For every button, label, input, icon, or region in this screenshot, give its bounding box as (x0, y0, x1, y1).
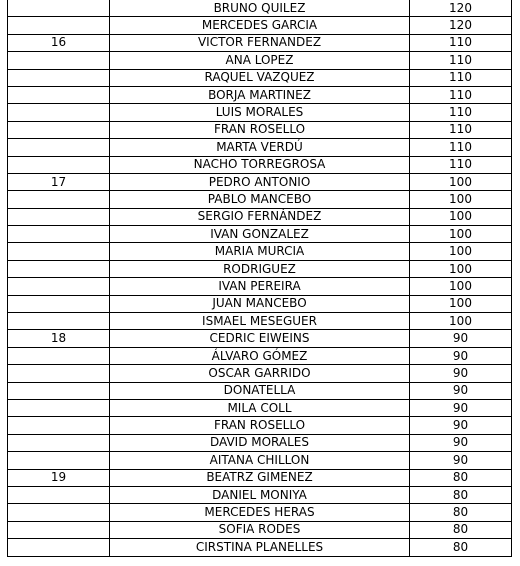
player-name-cell: FRAN ROSELLO (110, 121, 410, 138)
player-name-cell: ISMAEL MESEGUER (110, 313, 410, 330)
player-name-cell: RODRIGUEZ (110, 260, 410, 277)
table-row (8, 243, 512, 260)
rank-cell (8, 208, 110, 225)
player-name-cell: VICTOR FERNANDEZ (110, 34, 410, 51)
table-row (8, 313, 512, 330)
points-cell: 100 (410, 278, 512, 295)
table-row (8, 417, 512, 434)
player-name-cell: MILA COLL (110, 399, 410, 416)
points-cell: 90 (410, 330, 512, 347)
table-row (8, 486, 512, 503)
rank-cell (8, 69, 110, 86)
player-name-cell: IVAN PEREIRA (110, 278, 410, 295)
player-name-cell: NACHO TORREGROSA (110, 156, 410, 173)
rank-cell (8, 121, 110, 138)
points-cell: 100 (410, 208, 512, 225)
player-name-cell: MERCEDES HERAS (110, 504, 410, 521)
rank-cell (8, 486, 110, 503)
table-row (8, 69, 512, 86)
points-cell: 120 (410, 17, 512, 34)
rank-cell (8, 399, 110, 416)
rank-cell (8, 260, 110, 277)
table-row (8, 52, 512, 69)
player-name-cell: BORJA MARTINEZ (110, 86, 410, 103)
player-name-cell: MARIA MURCIA (110, 243, 410, 260)
player-name-cell: ÁLVARO GÓMEZ (110, 347, 410, 364)
rank-cell (8, 17, 110, 34)
player-name-cell: CIRSTINA PLANELLES (110, 539, 410, 556)
points-cell: 110 (410, 121, 512, 138)
rank-cell (8, 365, 110, 382)
points-cell: 80 (410, 504, 512, 521)
table-row (8, 34, 512, 51)
points-cell: 80 (410, 469, 512, 486)
player-name-cell: DANIEL MONIYA (110, 486, 410, 503)
rank-cell (8, 313, 110, 330)
points-cell: 100 (410, 295, 512, 312)
points-cell: 110 (410, 69, 512, 86)
table-row (8, 139, 512, 156)
points-cell: 110 (410, 34, 512, 51)
points-cell: 110 (410, 104, 512, 121)
player-name-cell: ANA LOPEZ (110, 52, 410, 69)
player-name-cell: LUIS MORALES (110, 104, 410, 121)
player-name-cell: MERCEDES GARCIA (110, 17, 410, 34)
points-cell: 90 (410, 452, 512, 469)
table-row (8, 452, 512, 469)
player-name-cell: DONATELLA (110, 382, 410, 399)
rank-cell (8, 521, 110, 538)
table-row (8, 382, 512, 399)
rank-cell (8, 191, 110, 208)
points-cell: 110 (410, 156, 512, 173)
table-row (8, 17, 512, 34)
rank-cell (8, 434, 110, 451)
player-name-cell: BEATRZ GIMENEZ (110, 469, 410, 486)
rank-cell (8, 417, 110, 434)
points-cell: 90 (410, 399, 512, 416)
table-row (8, 173, 512, 190)
points-cell: 90 (410, 347, 512, 364)
table-row (8, 226, 512, 243)
rank-cell (8, 539, 110, 556)
player-name-cell: RAQUEL VAZQUEZ (110, 69, 410, 86)
table-row (8, 208, 512, 225)
table-row (8, 330, 512, 347)
table-row (8, 504, 512, 521)
player-name-cell: JUAN MANCEBO (110, 295, 410, 312)
table-row (8, 434, 512, 451)
points-cell: 100 (410, 226, 512, 243)
rank-cell (8, 86, 110, 103)
table-row (8, 191, 512, 208)
points-cell: 90 (410, 382, 512, 399)
table-row (8, 86, 512, 103)
player-name-cell: AITANA CHILLON (110, 452, 410, 469)
points-cell: 110 (410, 86, 512, 103)
table-row (8, 347, 512, 364)
rank-cell: 16 (8, 34, 110, 51)
points-cell: 100 (410, 243, 512, 260)
player-name-cell: DAVID MORALES (110, 434, 410, 451)
rank-cell (8, 52, 110, 69)
table-row (8, 399, 512, 416)
points-cell: 100 (410, 173, 512, 190)
rank-cell: 19 (8, 469, 110, 486)
points-cell: 90 (410, 434, 512, 451)
table-row (8, 365, 512, 382)
player-name-cell: PEDRO ANTONIO (110, 173, 410, 190)
rank-cell (8, 226, 110, 243)
ranking-table-body (8, 0, 512, 556)
table-row (8, 539, 512, 556)
table-row (8, 104, 512, 121)
rank-cell (8, 504, 110, 521)
player-name-cell: SERGIO FERNÁNDEZ (110, 208, 410, 225)
points-cell: 100 (410, 260, 512, 277)
rank-cell (8, 139, 110, 156)
player-name-cell: MARTA VERDÚ (110, 139, 410, 156)
player-name-cell: BRUNO QUILEZ (110, 0, 410, 17)
player-name-cell: IVAN GONZALEZ (110, 226, 410, 243)
rank-cell (8, 104, 110, 121)
player-name-cell: CEDRIC EIWEINS (110, 330, 410, 347)
table-row (8, 260, 512, 277)
table-row (8, 521, 512, 538)
rank-cell (8, 278, 110, 295)
points-cell: 110 (410, 139, 512, 156)
player-name-cell: SOFIA RODES (110, 521, 410, 538)
rank-cell (8, 347, 110, 364)
rank-cell (8, 243, 110, 260)
points-cell: 90 (410, 417, 512, 434)
rank-cell: 18 (8, 330, 110, 347)
table-row (8, 295, 512, 312)
points-cell: 80 (410, 486, 512, 503)
rank-cell (8, 0, 110, 17)
points-cell: 100 (410, 313, 512, 330)
rank-cell: 17 (8, 173, 110, 190)
table-row (8, 278, 512, 295)
table-row (8, 0, 512, 17)
points-cell: 100 (410, 191, 512, 208)
table-row (8, 121, 512, 138)
rank-cell (8, 452, 110, 469)
points-cell: 80 (410, 539, 512, 556)
points-cell: 90 (410, 365, 512, 382)
player-name-cell: PABLO MANCEBO (110, 191, 410, 208)
rank-cell (8, 382, 110, 399)
table-row (8, 469, 512, 486)
ranking-table (7, 0, 512, 557)
player-name-cell: FRAN ROSELLO (110, 417, 410, 434)
rank-cell (8, 156, 110, 173)
rank-cell (8, 295, 110, 312)
points-cell: 110 (410, 52, 512, 69)
points-cell: 80 (410, 521, 512, 538)
table-row (8, 156, 512, 173)
player-name-cell: OSCAR GARRIDO (110, 365, 410, 382)
points-cell: 120 (410, 0, 512, 17)
